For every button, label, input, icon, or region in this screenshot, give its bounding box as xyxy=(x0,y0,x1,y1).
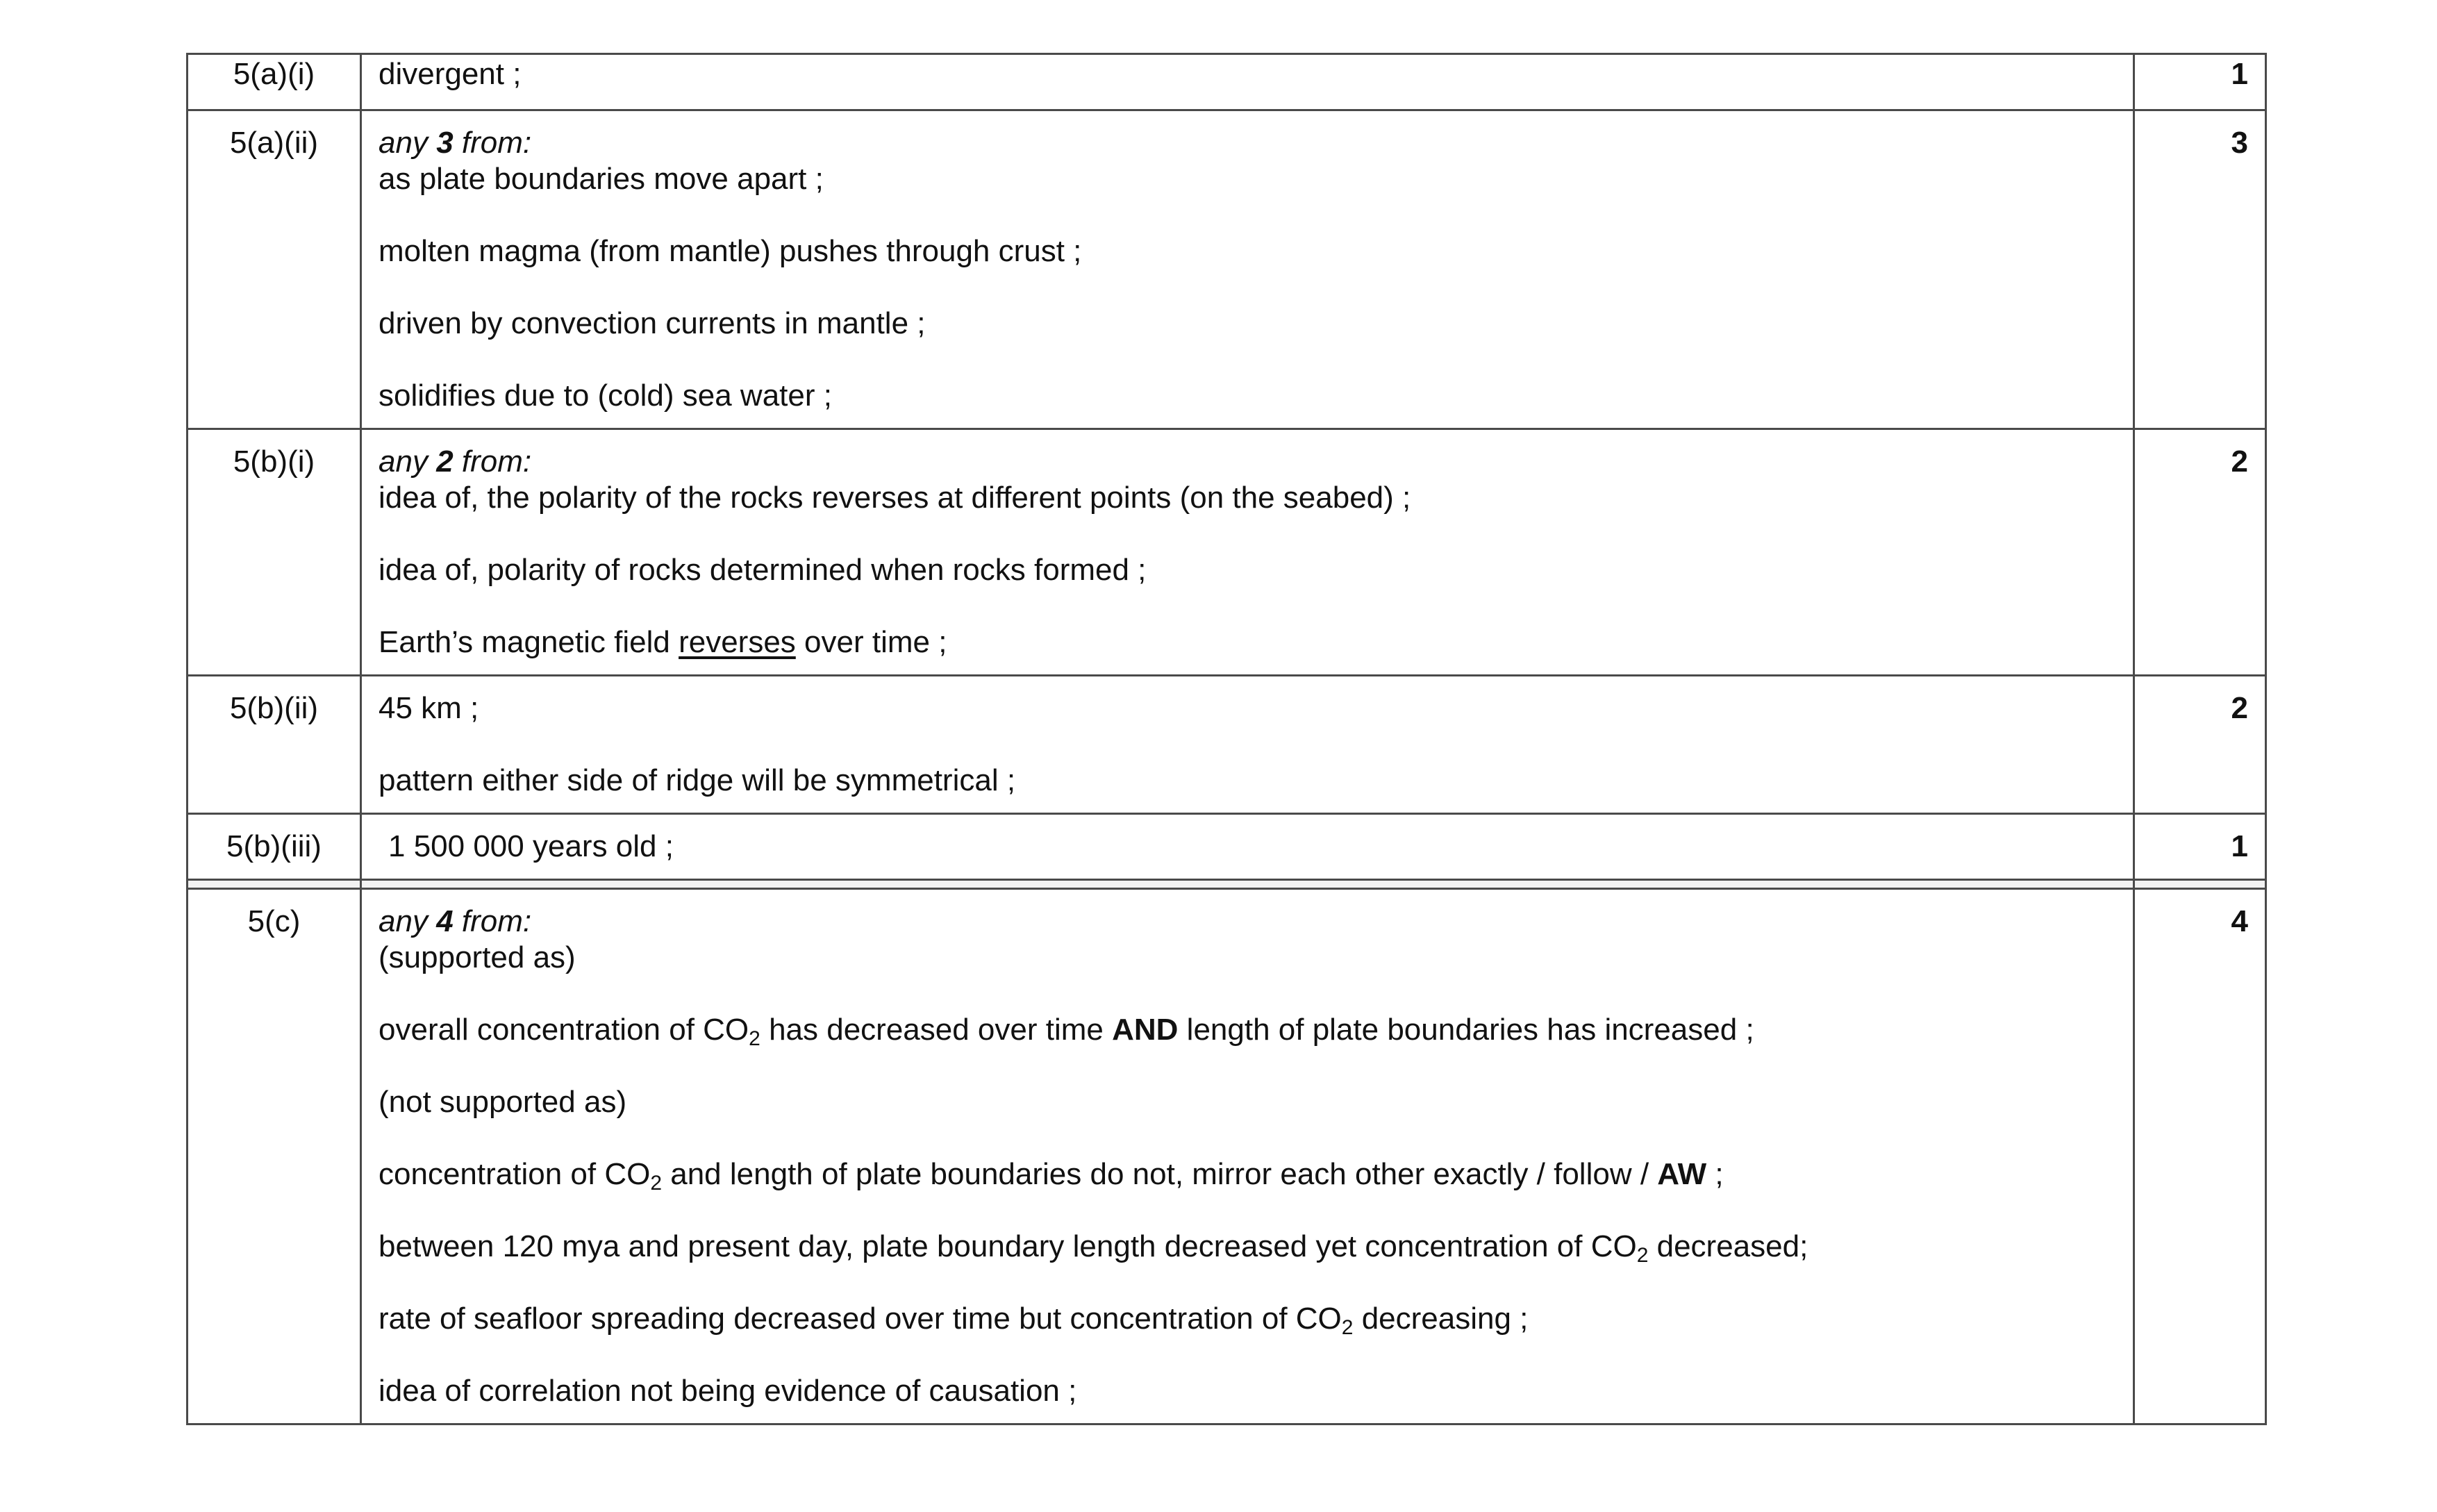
answer-point: between 120 mya and present day, plate boundary length decreased yet concentration of $CO_2$ decreased; xyxy=(379,1229,1808,1267)
answer-point: 1 500 000 years old ; xyxy=(388,829,674,863)
answer-instruction: any 4 from: xyxy=(379,904,532,938)
answer-instruction: any 2 from: xyxy=(379,445,532,479)
answer-point: idea of, polarity of rocks determined when rocks formed ; xyxy=(379,553,1147,587)
answer-point: rate of seafloor spreading decreased over time but concentration of $CO_2$ decreasing ; xyxy=(379,1302,1529,1339)
answer-point: idea of correlation not being evidence of causation ; xyxy=(379,1374,1077,1408)
marks: 2 xyxy=(2134,429,2266,676)
marks: 4 xyxy=(2134,889,2266,1424)
question-number: 5(b)(i) xyxy=(188,429,361,676)
question-number: 5(c) xyxy=(188,889,361,1424)
answer-point: solidifies due to (cold) sea water ; xyxy=(379,379,832,413)
supported-label: (supported as) xyxy=(379,940,576,974)
table-row xyxy=(188,110,2266,429)
answer-cell xyxy=(361,814,2134,880)
table-row xyxy=(188,889,2266,1424)
question-number: 5(b)(iii) xyxy=(188,814,361,880)
answer-point: as plate boundaries move apart ; xyxy=(379,162,824,196)
table-separator xyxy=(188,880,2266,889)
not-supported-label: (not supported as) xyxy=(379,1085,627,1119)
answer-cell xyxy=(361,54,2134,110)
answer-cell xyxy=(361,110,2134,429)
table-row xyxy=(188,814,2266,880)
answer-point: divergent ; xyxy=(379,57,522,91)
answer-cell xyxy=(361,429,2134,676)
answer-point: molten magma (from mantle) pushes through crust ; xyxy=(379,234,1082,268)
answer-point: overall concentration of $CO_2$ has decreased over time AND length of plate boundaries has increased ; xyxy=(379,1013,1754,1050)
answer-point: idea of, the polarity of the rocks reverses at different points (on the seabed) ; xyxy=(379,481,1411,515)
answer-point: 45 km ; xyxy=(379,691,479,725)
answer-point: driven by convection currents in mantle ; xyxy=(379,306,926,340)
answer-instruction: any 3 from: xyxy=(379,126,532,160)
answer-point: Earth’s magnetic field reverses over time ; xyxy=(379,625,947,659)
mark-scheme-table xyxy=(186,53,2267,1425)
separator-cell xyxy=(361,880,2134,889)
answer-cell xyxy=(361,889,2134,1424)
question-number: 5(a)(i) xyxy=(188,54,361,110)
marks: 1 xyxy=(2134,54,2266,110)
answer-point: pattern either side of ridge will be symmetrical ; xyxy=(379,763,1016,797)
table-row xyxy=(188,54,2266,110)
separator-cell xyxy=(2134,880,2266,889)
marks: 3 xyxy=(2134,110,2266,429)
answer-point: concentration of $CO_2$ and length of plate boundaries do not, mirror each other exactly / follow / AW ; xyxy=(379,1157,1724,1195)
question-number: 5(a)(ii) xyxy=(188,110,361,429)
separator-cell xyxy=(188,880,361,889)
table-row xyxy=(188,429,2266,676)
table-row xyxy=(188,676,2266,814)
answer-cell xyxy=(361,676,2134,814)
marks: 2 xyxy=(2134,676,2266,814)
question-number: 5(b)(ii) xyxy=(188,676,361,814)
marks: 1 xyxy=(2134,814,2266,880)
